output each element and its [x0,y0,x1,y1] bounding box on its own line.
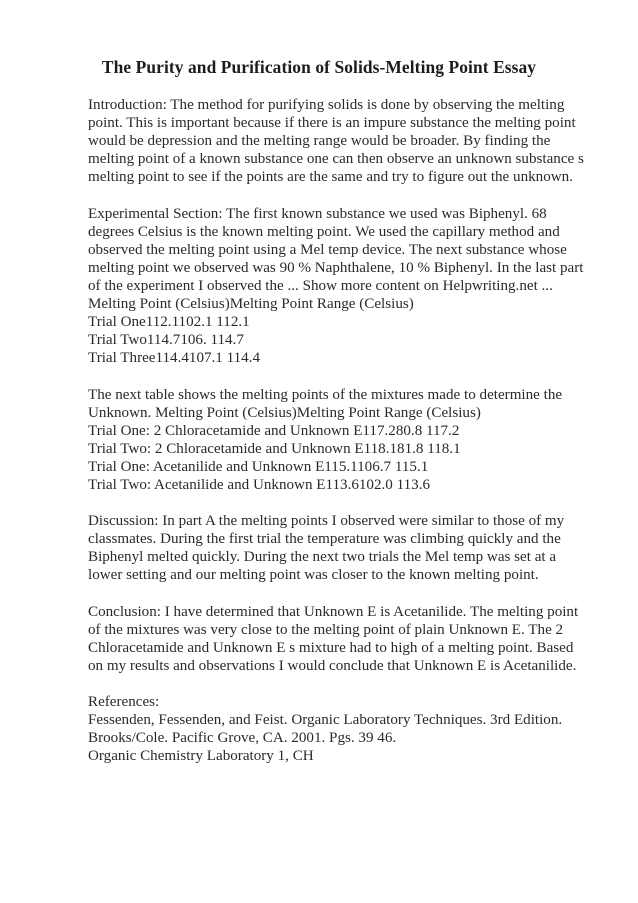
table-row: Trial Two114.7106. 114.7 [88,332,244,349]
reference-entry: Brooks/Cole. Pacific Grove, CA. 2001. Pgs. 39 46. [88,730,397,747]
paragraph-spacer [88,186,588,204]
paragraph-spacer [88,585,588,603]
references-heading: References: [88,694,160,711]
paragraph-table-two-intro: The next table shows the melting points of the mixtures made to determine the Unknown. Melting Point (Celsius)Melting Point Range (Celsius) [88,386,563,421]
page-title: The Purity and Purification of Solids-Melting Point Essay [101,57,537,77]
table-row: Trial One112.1102.1 112.1 [88,314,250,331]
table-row: Trial Two: Acetanilide and Unknown E113.6102.0 113.6 [88,476,431,493]
paragraph-spacer [88,494,588,512]
table-row: Trial Two: 2 Chloracetamide and Unknown E118.181.8 118.1 [88,440,461,457]
paragraph-experimental-section: Experimental Section: The first known substance we used was Biphenyl. 68 degrees Celsius is the known melting point. We used the capillary method and observed the melting point using a Mel temp device. The next substance whose melting point we observed was 90 % Naphthalene, 10 % Biphenyl. In the last part of the experiment I observed the ... Show more content on Helpwriting.net ... [88,205,584,294]
reference-entry: Organic Chemistry Laboratory 1, CH [88,748,314,765]
paragraph-introduction: Introduction: The method for purifying solids is done by observing the melting point. This is important because if there is an impure substance the melting point would be depression and the melting range would be broader. By finding the melting point of a known substance one can then observe an unknown substance s melting point to see if the points are the same and try to figure out the unknown. [88,97,584,186]
paragraph-spacer [88,675,588,693]
paragraph-discussion: Discussion: In part A the melting points I observed were similar to those of my classmates. During the first trial the temperature was climbing quickly and the Biphenyl melted quickly. During the next two trials the Mel temp was set at a lower setting and our melting point was closer to the known melting point. [88,513,565,584]
paragraph-spacer [88,367,588,385]
table-row: Trial One: Acetanilide and Unknown E115.1106.7 115.1 [88,458,429,475]
table-row: Trial One: 2 Chloracetamide and Unknown E117.280.8 117.2 [88,422,460,439]
reference-entry: Fessenden, Fessenden, and Feist. Organic Laboratory Techniques. 3rd Edition. [88,712,563,729]
table-row: Trial Three114.4107.1 114.4 [88,350,261,367]
document-body [88,96,588,765]
paragraph-conclusion: Conclusion: I have determined that Unknown E is Acetanilide. The melting point of the mixtures was very close to the melting point of plain Unknown E. The 2 Chloracetamide and Unknown E s mixture had to high of a melting point. Based on my results and observations I would conclude that Unknown E is Acetanilide. [88,603,579,674]
table-one-header: Melting Point (Celsius)Melting Point Range (Celsius) [88,296,414,313]
